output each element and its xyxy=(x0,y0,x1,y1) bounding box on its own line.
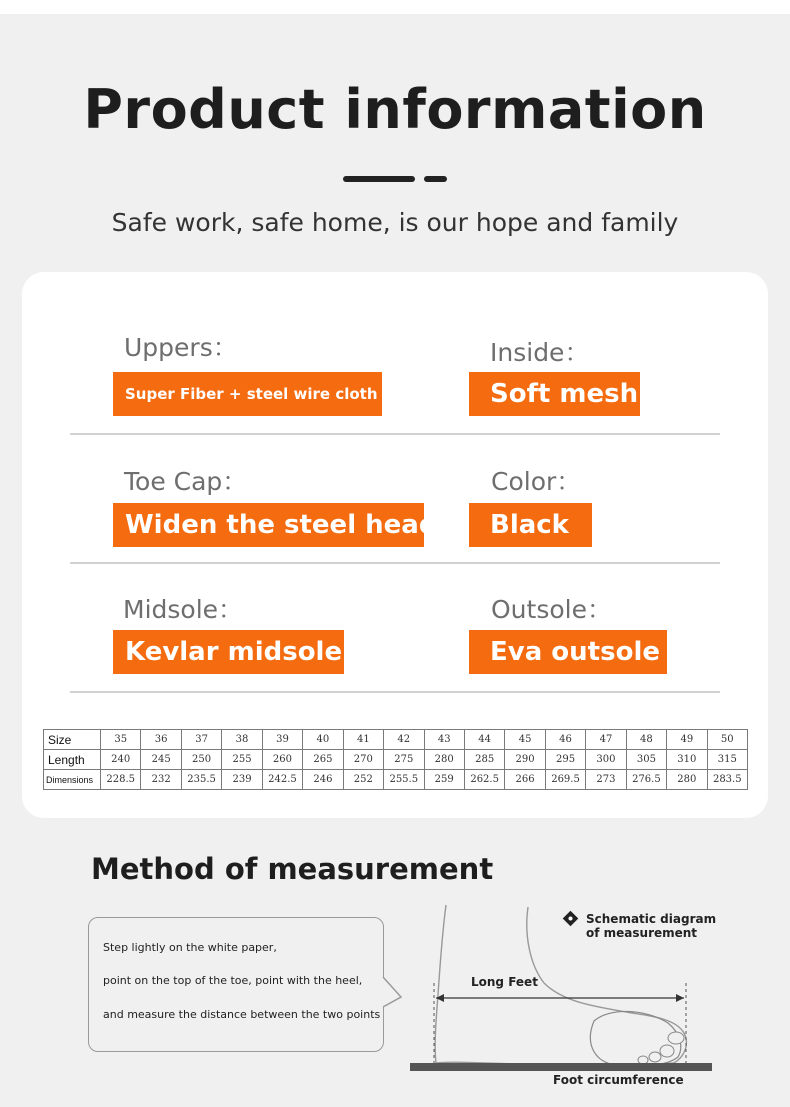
long-feet-label: Long Feet xyxy=(471,975,538,989)
inside-value-tag: Soft mesh xyxy=(469,372,640,416)
size-table-cell: 41 xyxy=(343,730,383,750)
size-table-cell: 273 xyxy=(586,770,626,790)
foot-circumference-label: Foot circumference xyxy=(553,1073,684,1087)
size-row-header: Size xyxy=(44,730,101,750)
dimensions-row-header: Dimensions xyxy=(44,770,101,790)
size-table-cell: 246 xyxy=(303,770,343,790)
size-table-cell: 275 xyxy=(384,750,424,770)
page-subtitle: Safe work, safe home, is our hope and family xyxy=(111,208,679,237)
size-table-cell: 305 xyxy=(626,750,666,770)
toe-3 xyxy=(649,1052,661,1062)
size-table-cell: 242.5 xyxy=(262,770,302,790)
toe-cap-value-tag: Widen the steel head xyxy=(113,503,424,547)
size-table-cell: 262.5 xyxy=(464,770,504,790)
size-table-cell: 315 xyxy=(707,750,747,770)
size-table-cell: 43 xyxy=(424,730,464,750)
size-table-cell: 255 xyxy=(222,750,262,770)
instruction-step-2: point on the top of the toe, point with the heel, xyxy=(103,974,363,987)
legend-diamond-icon xyxy=(563,911,579,927)
spec-divider-3 xyxy=(70,691,720,693)
size-table-cell: 290 xyxy=(505,750,545,770)
size-table-cell: 283.5 xyxy=(707,770,747,790)
size-table-cell: 295 xyxy=(545,750,585,770)
size-table-cell: 232 xyxy=(141,770,181,790)
size-table-cell: 265 xyxy=(303,750,343,770)
length-row xyxy=(44,750,748,770)
legend-line-2: of measurement xyxy=(586,926,698,940)
size-table-cell: 280 xyxy=(424,750,464,770)
size-table-cell: 37 xyxy=(181,730,221,750)
arrowhead-right xyxy=(676,994,684,1002)
size-table-cell: 310 xyxy=(667,750,707,770)
size-table-cell: 228.5 xyxy=(101,770,141,790)
outsole-label: Outsole： xyxy=(491,595,612,624)
size-table-cell: 36 xyxy=(141,730,181,750)
instruction-step-3: and measure the distance between the two points xyxy=(103,1008,381,1021)
title-underline-long xyxy=(343,176,415,182)
midsole-label: Midsole： xyxy=(123,595,244,624)
instruction-step-1: Step lightly on the white paper, xyxy=(103,941,277,954)
size-table-cell: 269.5 xyxy=(545,770,585,790)
color-value-tag: Black xyxy=(469,503,592,547)
size-table-cell: 47 xyxy=(586,730,626,750)
inside-label: Inside： xyxy=(490,338,590,367)
size-table-cell: 42 xyxy=(384,730,424,750)
method-title: Method of measurement xyxy=(91,852,494,886)
size-table-cell: 300 xyxy=(586,750,626,770)
uppers-label: Uppers： xyxy=(124,333,238,362)
size-table-cell: 276.5 xyxy=(626,770,666,790)
leg-outline xyxy=(435,905,446,1063)
size-table-cell: 239 xyxy=(222,770,262,790)
size-table-cell: 255.5 xyxy=(384,770,424,790)
measuring-board xyxy=(410,1063,712,1071)
size-table-cell: 235.5 xyxy=(181,770,221,790)
legend-line-1: Schematic diagram xyxy=(586,912,717,926)
size-table-cell: 259 xyxy=(424,770,464,790)
size-table-cell: 35 xyxy=(101,730,141,750)
dimensions-row xyxy=(44,770,748,790)
spec-divider-2 xyxy=(70,562,720,564)
size-table-cell: 44 xyxy=(464,730,504,750)
size-row xyxy=(44,730,748,750)
size-table-cell: 250 xyxy=(181,750,221,770)
size-table-cell: 38 xyxy=(222,730,262,750)
top-strip xyxy=(0,0,790,14)
uppers-value-tag: Super Fiber + steel wire cloth xyxy=(113,372,382,416)
size-table-cell: 48 xyxy=(626,730,666,750)
size-table-cell: 266 xyxy=(505,770,545,790)
size-table-cell: 49 xyxy=(667,730,707,750)
size-table-cell: 40 xyxy=(303,730,343,750)
size-table-cell: 270 xyxy=(343,750,383,770)
size-table-cell: 39 xyxy=(262,730,302,750)
toe-cap-label: Toe Cap： xyxy=(124,467,248,496)
toe-1 xyxy=(668,1032,684,1044)
size-table-cell: 252 xyxy=(343,770,383,790)
size-table-cell: 240 xyxy=(101,750,141,770)
page-title: Product information xyxy=(83,78,707,141)
toes-outline xyxy=(590,1011,680,1066)
length-row-header: Length xyxy=(44,750,101,770)
toe-4 xyxy=(638,1056,648,1064)
midsole-value-tag: Kevlar midsole xyxy=(113,630,344,674)
size-table-cell: 245 xyxy=(141,750,181,770)
size-table-cell: 260 xyxy=(262,750,302,770)
size-table-cell: 50 xyxy=(707,730,747,750)
size-table-cell: 46 xyxy=(545,730,585,750)
size-table-cell: 285 xyxy=(464,750,504,770)
size-table-cell: 280 xyxy=(667,770,707,790)
toe-2 xyxy=(660,1045,674,1057)
size-table-cell: 45 xyxy=(505,730,545,750)
color-label: Color： xyxy=(491,467,582,496)
spec-divider-1 xyxy=(70,433,720,435)
outsole-value-tag: Eva outsole xyxy=(469,630,667,674)
title-underline-short xyxy=(424,176,447,182)
size-table xyxy=(43,729,748,790)
